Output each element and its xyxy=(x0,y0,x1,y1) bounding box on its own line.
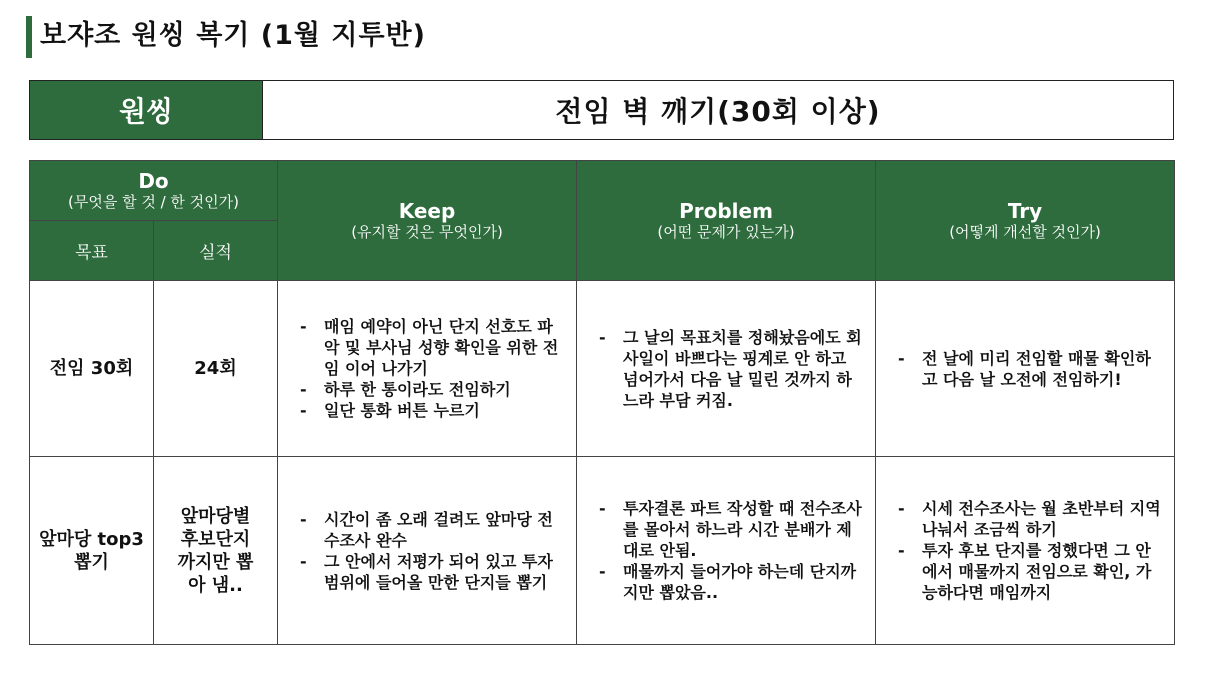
keep-header xyxy=(278,161,577,281)
list-item: - 그 날의 목표치를 정해놨음에도 회사일이 바쁘다는 핑계로 안 하고 넘어가서 다음 날 밀린 것까지 하느라 부담 커짐. xyxy=(597,327,865,411)
problem-cell xyxy=(577,281,876,457)
try-cell xyxy=(876,281,1175,457)
list-item: - 전 날에 미리 전임할 매물 확인하고 다음 날 오전에 전임하기! xyxy=(896,348,1164,390)
do-header xyxy=(30,161,278,221)
result-cell: 앞마당별 후보단지 까지만 뽑아 냄.. xyxy=(154,457,278,645)
list-item: - 그 안에서 저평가 되어 있고 투자 범위에 들어올 만한 단지들 뽑기 xyxy=(298,551,566,593)
one-thing-label: 원씽 xyxy=(30,81,263,139)
list-item: - 시세 전수조사는 월 초반부터 지역 나눠서 조금씩 하기 xyxy=(896,498,1164,540)
one-thing-header xyxy=(29,80,1174,140)
list-item: - 매임 예약이 아닌 단지 선호도 파악 및 부사님 성향 확인을 위한 전임 이어 나가기 xyxy=(298,316,566,379)
table-row xyxy=(30,281,1175,457)
try-cell xyxy=(876,457,1175,645)
list-item: - 하루 한 통이라도 전임하기 xyxy=(298,379,566,400)
keep-title: Keep xyxy=(398,198,456,223)
try-title: Try xyxy=(1007,198,1043,223)
problem-title: Problem xyxy=(679,198,773,223)
keep-cell xyxy=(278,457,577,645)
page-title: 보쟈조 원씽 복기 (1월 지투반) xyxy=(40,20,426,51)
result-header: 실적 xyxy=(154,221,278,281)
goal-header: 목표 xyxy=(30,221,154,281)
table-row xyxy=(30,457,1175,645)
list-item: - 시간이 좀 오래 걸려도 앞마당 전수조사 완수 xyxy=(298,509,566,551)
list-item: - 투자 후보 단지를 정했다면 그 안 에서 매물까지 전임으로 확인, 가능하다면 매임까지 xyxy=(896,540,1164,603)
result-cell: 24회 xyxy=(154,281,278,457)
one-thing-goal: 전임 벽 깨기(30회 이상) xyxy=(555,95,881,128)
keep-cell xyxy=(278,281,577,457)
problem-subtitle: (어떤 문제가 있는가) xyxy=(657,222,795,241)
list-item: - 일단 통화 버튼 누르기 xyxy=(298,400,566,421)
do-title: Do xyxy=(138,168,169,193)
list-item: - 투자결론 파트 작성할 때 전수조사를 몰아서 하느라 시간 분배가 제대로 안됨. xyxy=(597,498,865,561)
keep-subtitle: (유지할 것은 무엇인가) xyxy=(351,222,503,241)
do-subtitle: (무엇을 할 것 / 한 것인가) xyxy=(68,192,240,211)
problem-cell xyxy=(577,457,876,645)
title-accent-bar xyxy=(26,16,32,58)
goal-cell: 앞마당 top3 뽑기 xyxy=(30,457,154,645)
goal-cell: 전임 30회 xyxy=(30,281,154,457)
problem-header xyxy=(577,161,876,281)
try-header xyxy=(876,161,1175,281)
kpt-table xyxy=(29,160,1175,645)
try-subtitle: (어떻게 개선할 것인가) xyxy=(949,222,1101,241)
list-item: - 매물까지 들어가야 하는데 단지까지만 뽑았음.. xyxy=(597,561,865,603)
